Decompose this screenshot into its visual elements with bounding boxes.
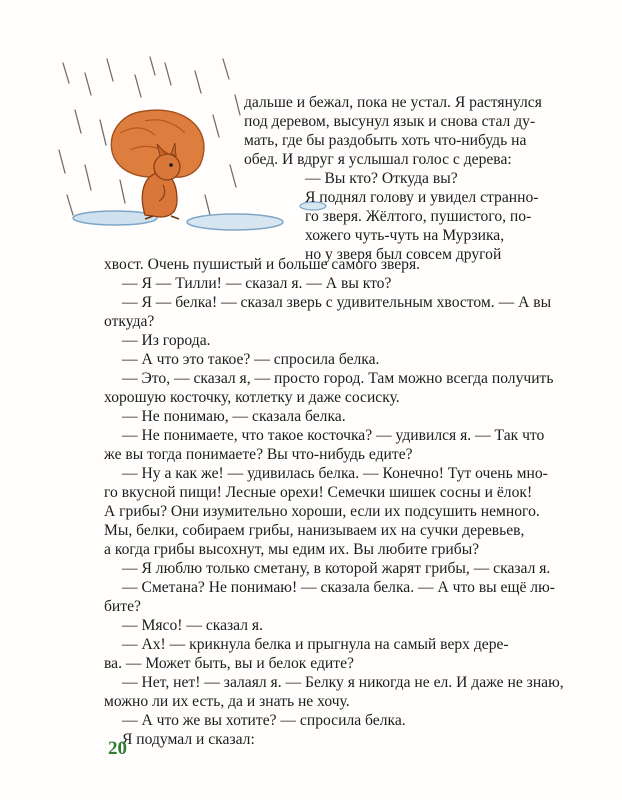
text-line: ва. — Может быть, вы и белок едите? <box>104 655 354 672</box>
text-line: — Это, — сказал я, — просто город. Там можно всегда получить <box>122 370 554 387</box>
text-line: обед. И вдруг я услышал голос с дерева: <box>244 151 512 168</box>
text-line: — Не понимаю, — сказала белка. <box>122 408 346 425</box>
text-line: — Из города. <box>122 332 211 349</box>
text-line: хожего чуть-чуть на Мурзика, <box>305 227 505 244</box>
text-line: же вы тогда понимаете? Вы что-нибудь едите? <box>104 446 413 463</box>
text-line: — Вы кто? Откуда вы? <box>305 170 458 187</box>
text-line: Я подумал и сказал: <box>122 731 255 748</box>
text-line: го зверя. Жёлтого, пушистого, по- <box>305 208 532 225</box>
text-line: — Нет, нет! — залаял я. — Белку я никогда не ел. И даже не знаю, <box>122 674 564 691</box>
text-line: — Мясо! — сказал я. <box>122 617 263 634</box>
text-line: — Ну а как же! — удивилась белка. — Конечно! Тут очень мно- <box>122 465 548 482</box>
text-line: под деревом, высунул язык и снова стал ду- <box>244 113 536 130</box>
text-line: — А что это такое? — спросила белка. <box>122 351 380 368</box>
text-line: — Я люблю только сметану, в которой жарят грибы, — сказал я. <box>122 560 551 577</box>
text-line: а когда грибы высохнут, мы едим их. Вы любите грибы? <box>104 541 480 558</box>
text-line: Я поднял голову и увидел странно- <box>305 189 539 206</box>
text-line: хорошую косточку, котлетку и даже сосиску. <box>104 389 400 406</box>
text-line: — Сметана? Не понимаю! — сказала белка. — А что вы ещё лю- <box>122 579 555 596</box>
text-line: мать, где бы раздобыть хоть что-нибудь на <box>244 132 527 149</box>
text-line: откуда? <box>104 313 155 330</box>
text-line: — Ах! — крикнула белка и прыгнула на самый верх дере- <box>122 636 509 653</box>
page-number: 20 <box>108 738 127 759</box>
text-line: Мы, белки, собираем грибы, нанизываем их на сучки деревьев, <box>104 522 525 539</box>
text-line: можно ли их есть, да и знать не хочу. <box>104 693 350 710</box>
text-line: — Не понимаете, что такое косточка? — удивился я. — Так что <box>122 427 545 444</box>
text-line: бите? <box>104 598 141 615</box>
puddles <box>73 202 326 230</box>
text-line: дальше и бежал, пока не устал. Я растянулся <box>244 94 542 111</box>
text-line: но у зверя был совсем другой <box>305 246 502 263</box>
text-line: А грибы? Они изумительно хороши, если их подсушить немного. <box>104 503 540 520</box>
text-line: — Я — Тилли! — сказал я. — А вы кто? <box>122 275 392 292</box>
text-line: — А что же вы хотите? — спросила белка. <box>122 712 406 729</box>
text-line: го вкусной пищи! Лесные орехи! Семечки шишек сосны и ёлок! <box>104 484 533 501</box>
text-line: — Я — белка! — сказал зверь с удивительным хвостом. — А вы <box>122 294 552 311</box>
text-line: хвост. Очень пушистый и больше самого зверя. <box>104 256 421 273</box>
